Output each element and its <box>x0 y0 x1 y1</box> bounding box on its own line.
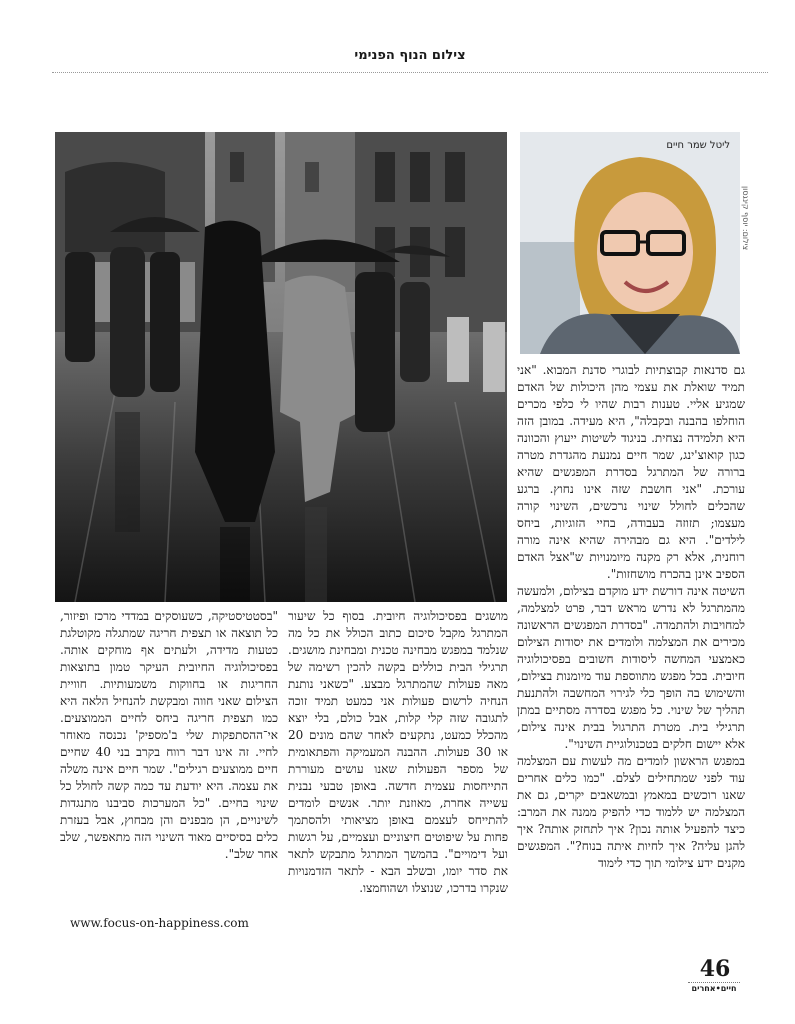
paragraph: "בסטטיסטיקה, כשעוסקים במדדי מרכז ופיזור, כל תוצאה או תצפית חריגה שמתגלה מקוטלגת כטעות מדידה, ולעתים אף מוחקים אותה. בפסיכולוגיה החיובית העיקר טמון בתוצאות החריגות או בחווקות משמעותיות. חוויית הצילום שאני חווה ומבקשת להנחיל הלאה היא כמו תצפית חריגה ביחס לחיים הממוצעים. אי־ההסתפקות שלי ב'מספיק' נכנסה מאוחר לחיי. זה אינו דבר רווח בקרב בני 40 שחיים חיים ממוצעים רגילים". שמר חיים אינה משלה את עצמה. היא יודעת עד כמה קשה לחולל כל שינוי בחיים. "כל המערכות סביבנו מתנגדות לשינויים, הן מבפנים והן מבחוץ, אבל בעזרת כלים בסיסיים מאוד השינוי הזה מתאפשר, שלב אחר שלב". <box>60 609 278 861</box>
section-title: צילום הנוף הפנימי <box>354 48 466 63</box>
paragraph: השיטה אינה דורשת ידע מוקדם בצילום, ולמעשה מהמתרגל לא נדרש מראש דבר, פרט למצלמה, למחויבות ולהתמדה. "בסדרת המפגשים הראשונה מכירים את המצלמה ולומדים את יסודות הצילום כאמצעי המחשה ליסודות חשובים בפסיכולוגיה חיובית. בכל מפגש מתווספת עוד מיומנות בצילום, והשימוש בה הופך כלי לגירוי המחשבה ולהתנעת תהליך של שינוי. כל מפגש בסדרה מסתיים במתן תרגילי בית. מטרת התרגול בבית אינה צילום, אלא יישום חלקים בטכנולוגיית השינוי". <box>517 584 745 751</box>
page-number: 46 <box>699 956 731 982</box>
street-umbrellas-photo <box>55 132 507 602</box>
magazine-name: חיים•אחרים <box>691 984 737 993</box>
photo-credit: צילום: יוסף קינגסון <box>741 185 750 250</box>
portrait-photo <box>520 132 740 354</box>
text-column-left <box>60 608 278 863</box>
paragraph: במפגש הראשון לומדים מה לעשות עם המצלמה עוד לפני שמתחילים לצלם. "כמו כלים אחרים שאנו רוכשים במאמץ ובמשאבים יקרים, גם את המצלמה יש ללמוד כדי להפיק ממנה את המרב: כיצד להפעיל אותה נכון? איך לתחזק אותה? איך להגן עליה? איך לחיות איתה בנוח?". המפגשים מקנים ידע צילומי תוך כדי לימוד <box>517 754 745 870</box>
text-column-middle <box>288 608 508 897</box>
paragraph: מושגים בפסיכולוגיה חיובית. בסוף כל שיעור המתרגל מקבל סיכום כתוב הכולל את כל מה שנלמד במפגש מבחינה טכנית ומבחינת מושגים. תרגילי הבית כוללים בקשה להכין רשימה של מאה פעולות שהמתרגל מבצע. "כשאני נותנת הנחיה לרשום פעולות אני כמעט תמיד זוכה לתגובה שזה קלי קלות, אבל כולם, בלי יוצא מהכלל כמעט, נתקעים לאחר שהם מונים 20 או 30 פעולות. ההבנה המעמיקה והפתאומית של מספר הפעולות שאנו עושים מעוררת התייחסות עצמית חדשה. באופן טבעי נבנית עשייה אחרת, מאוזנת יותר. אנשים לומדים להתייחס לעצמם באופן מציאותי ולהסתמך פחות על שיפוטים חיצוניים ועצמיים, על רגשות ועל דימויים". בהמשך המתרגל מתבקש לתאר את סדר יומו, ובשלב הבא - לתאר הזדמנויות שנקרו בדרכו, שנוצלו ושהוחמצו. <box>288 609 508 895</box>
footer-divider <box>688 982 740 983</box>
portrait-caption: ליטל שמר חיים <box>666 140 730 151</box>
header-divider <box>52 72 768 73</box>
text-column-right <box>517 362 745 872</box>
website-link[interactable]: www.focus-on-happiness.com <box>70 916 249 930</box>
paragraph: גם סדנאות קבוצתיות לבוגרי סדנת המבוא. "אני תמיד שואלת את עצמי מהן היכולות של האדם שמגיע אליי. טענות רבות שהיו לי כלפי מכרים הוחלפו בהבנה ובקבלה", היא מעידה. במובן הזה היא תלמידה נצחית. בניגוד לשיטות ייעוץ והכוונה כגון קואוצ'ינג, שמר חיים נמנעת מהגדרת מטרה ברורה של המתרגל בסדרת המפגשים שהיא עורכת. "אני חושבת שזה אינו נחוץ. ברגע שהכלים לחולל שינוי נרכשים, השינוי קורה מעצמו; תזוזה בעבודה, בחיי הזוגיות, ביחס לילדים". היא גם מבהירה שהיא אינה מורה רוחנית, אלא רק מקנה מיומנויות ש"אצל האדם הספיב אינן בהכרח מושחזות". <box>517 363 745 581</box>
